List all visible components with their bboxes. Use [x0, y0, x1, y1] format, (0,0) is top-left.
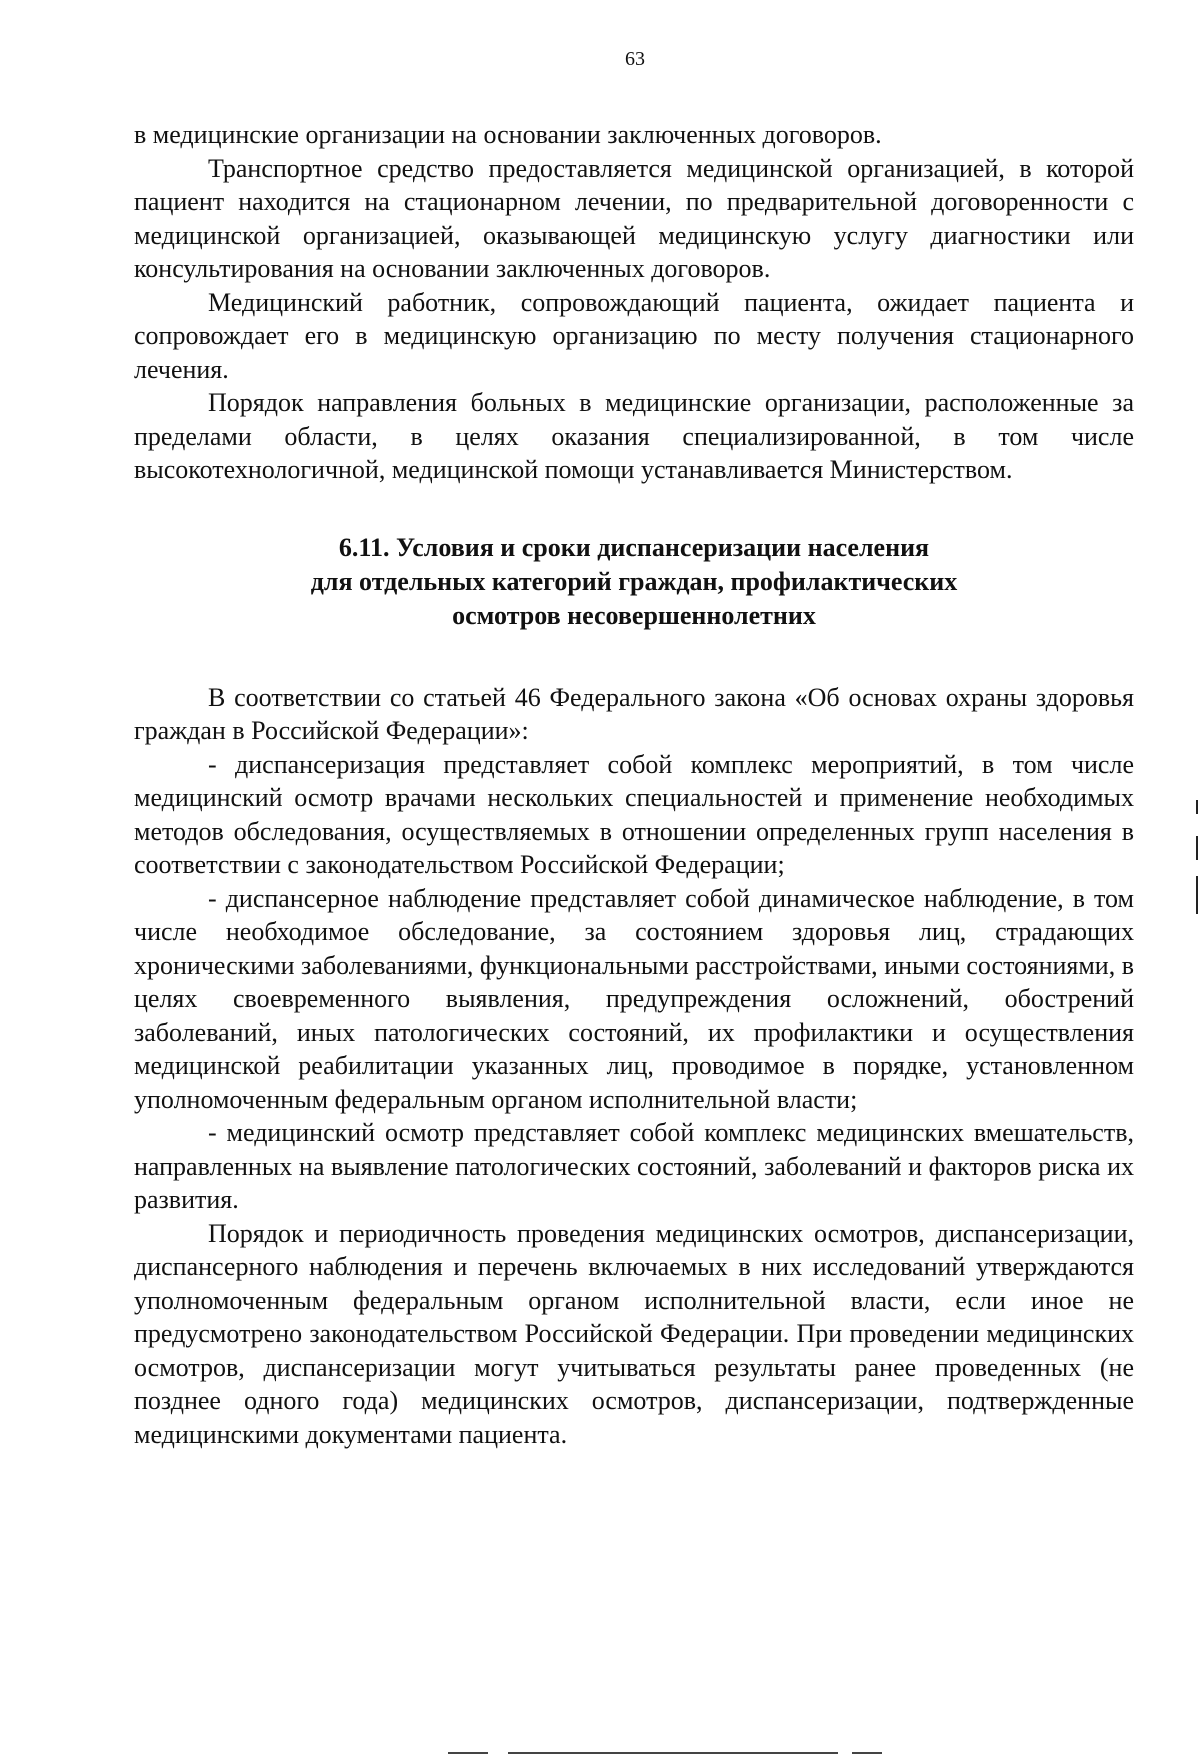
paragraph: Медицинский работник, сопровождающий пациента, ожидает пациента и сопровождает его в медицинскую организацию по месту получения стационарного лечения.	[134, 287, 1134, 384]
scan-mark	[1196, 836, 1198, 860]
paragraph: В соответствии со статьей 46 Федерального закона «Об основах охраны здоровья граждан в Российской Федерации»:	[134, 682, 1134, 745]
scan-footer-mark	[448, 1752, 488, 1754]
list-item: - диспансерное наблюдение представляет собой динамическое наблюдение, в том числе необходимое обследование, за состоянием здоровья лиц, страдающих хроническими заболеваниями, функциональными расстройствами, иными состояниями, в целях своевременного выявления, предупреждения осложнений, обострений заболеваний, иных патологических состояний, их профилактики и осуществления медицинской реабилитации указанных лиц, проводимое в порядке, установленном уполномоченным федеральным органом исполнительной власти;	[134, 883, 1134, 1114]
scan-mark	[1196, 876, 1198, 914]
section-heading-line: для отдельных категорий граждан, профилактических	[310, 566, 958, 596]
list-item: - диспансеризация представляет собой комплекс мероприятий, в том числе медицинский осмотр врачами нескольких специальностей и применение необходимых методов обследования, осуществляемых в отношении определенных групп населения в соответствии с законодательством Российской Федерации;	[134, 749, 1134, 879]
paragraph: Порядок и периодичность проведения медицинских осмотров, диспансеризации, диспансерного наблюдения и перечень включаемых в них исследований утверждаются уполномоченным федеральным органом исполнительной власти, если иное не предусмотрено законодательством Российской Федерации. При проведении медицинских осмотров, диспансеризации могут учитываться результаты ранее проведенных (не позднее одного года) медицинских осмотров, диспансеризации, подтвержденные медицинскими документами пациента.	[134, 1218, 1134, 1449]
paragraph: Транспортное средство предоставляется медицинской организацией, в которой пациент находится на стационарном лечении, по предварительной договоренности с медицинской организацией, оказывающей медицинскую услугу диагностики или консультирования на основании заключенных договоров.	[134, 153, 1134, 283]
section-heading	[134, 531, 1134, 633]
scan-mark	[1196, 800, 1198, 814]
section-heading-line: 6.11. Условия и сроки диспансеризации населения	[338, 532, 930, 562]
paragraph: Порядок направления больных в медицинские организации, расположенные за пределами области, в целях оказания специализированной, в том числе высокотехнологичной, медицинской помощи устанавливается Министерством.	[134, 388, 1134, 484]
list-item: - медицинский осмотр представляет собой комплекс медицинских вмешательств, направленных на выявление патологических состояний, заболеваний и факторов риска их развития.	[134, 1118, 1134, 1214]
scan-footer-mark	[508, 1752, 838, 1754]
page-number: 63	[625, 48, 645, 70]
scan-footer-mark	[852, 1752, 882, 1754]
paragraph: в медицинские организации на основании заключенных договоров.	[134, 120, 882, 149]
section-heading-line: осмотров несовершеннолетних	[452, 600, 816, 630]
document-body	[134, 118, 1134, 1451]
